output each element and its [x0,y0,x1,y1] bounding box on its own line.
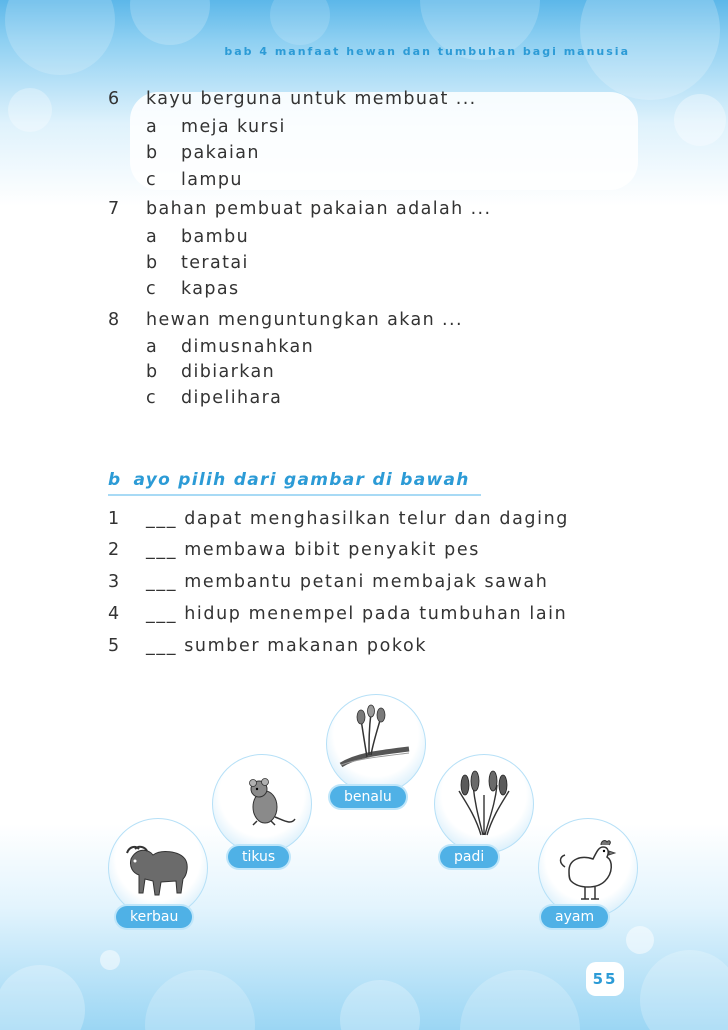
option-letter: a [146,117,159,137]
rat-icon [213,755,311,853]
option-letter: a [146,337,159,357]
question-text: ___ hidup menempel pada tumbuhan lain [146,604,568,624]
question-text: hewan menguntungkan akan ... [146,310,463,330]
tikus-picture [212,754,312,854]
benalu-picture [326,694,426,794]
mistletoe-icon [327,695,425,793]
option-letter: c [146,388,158,408]
label-benalu: benalu [330,786,406,808]
question-number: 8 [108,310,121,330]
question-text: ___ membawa bibit penyakit pes [146,540,480,560]
option-letter: b [146,143,159,163]
label-ayam: ayam [541,906,608,928]
option-text: meja kursi [181,117,286,137]
option-text: kapas [181,279,240,299]
question-text: ___ sumber makanan pokok [146,636,428,656]
padi-picture [434,754,534,854]
section-letter: b [108,470,122,490]
option-letter: a [146,227,159,247]
option-text: dipelihara [181,388,283,408]
label-kerbau: kerbau [116,906,192,928]
option-letter: b [146,362,159,382]
section-underline [108,494,481,496]
option-letter: c [146,170,158,190]
label-padi: padi [440,846,498,868]
ayam-picture [538,818,638,918]
question-text: ___ dapat menghasilkan telur dan daging [146,509,570,529]
option-text: dimusnahkan [181,337,315,357]
rice-plant-icon [435,755,533,853]
option-letter: c [146,279,158,299]
option-letter: b [146,253,159,273]
option-text: bambu [181,227,250,247]
section-b-title [108,470,470,490]
question-number: 4 [108,604,121,624]
chicken-icon [539,819,637,917]
option-text: dibiarkan [181,362,276,382]
question-number: 7 [108,199,121,219]
question-text: kayu berguna untuk membuat ... [146,89,477,109]
option-text: teratai [181,253,249,273]
option-text: lampu [181,170,243,190]
page-number: 55 [586,962,624,996]
section-title-text: ayo pilih dari gambar di bawah [133,470,470,490]
question-text: ___ membantu petani membajak sawah [146,572,549,592]
option-text: pakaian [181,143,260,163]
chapter-header: bab 4 manfaat hewan dan tumbuhan bagi manusia [224,45,630,58]
buffalo-icon [109,819,207,917]
question-number: 5 [108,636,121,656]
question-text: bahan pembuat pakaian adalah ... [146,199,492,219]
question-number: 1 [108,509,121,529]
question-number: 6 [108,89,121,109]
question-number: 3 [108,572,121,592]
kerbau-picture [108,818,208,918]
question-number: 2 [108,540,121,560]
label-tikus: tikus [228,846,289,868]
